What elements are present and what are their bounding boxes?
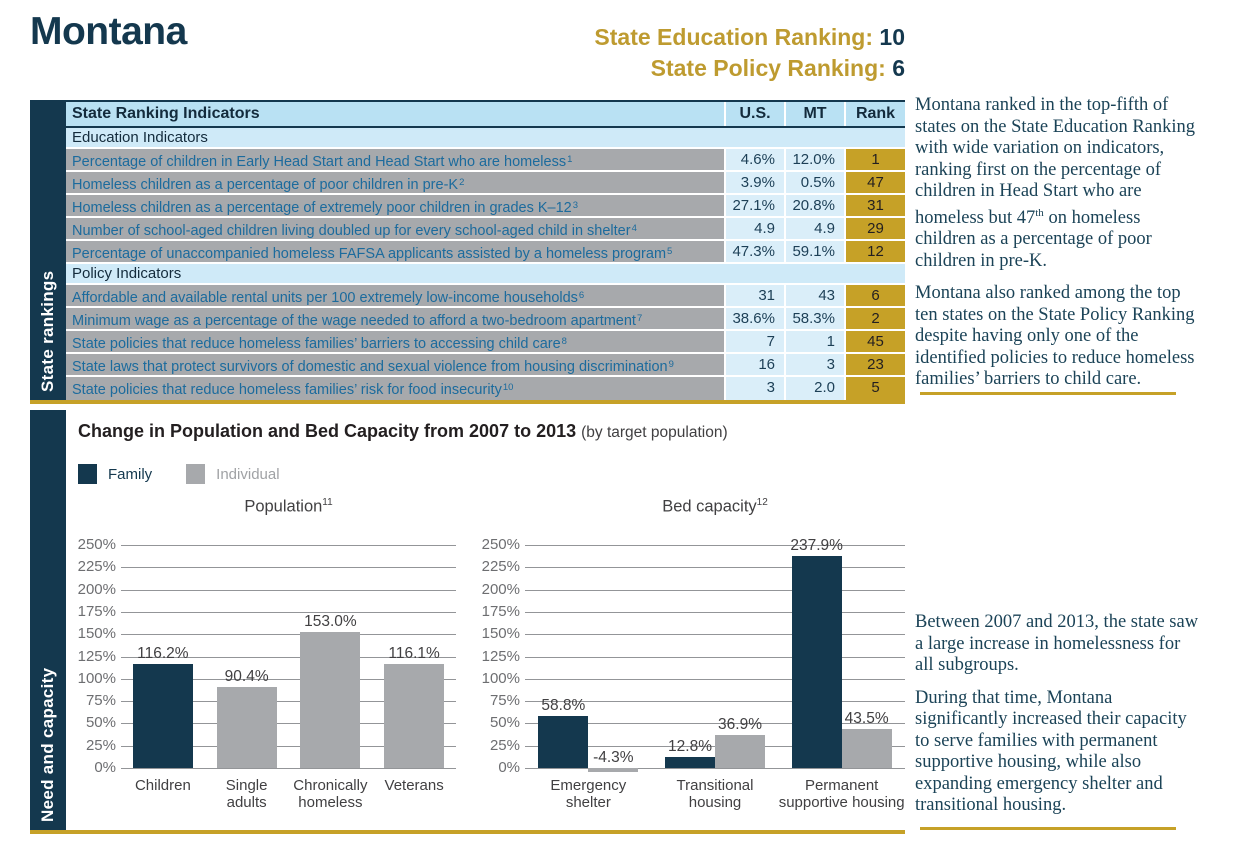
- policy-ranking-label: State Policy Ranking:: [650, 55, 886, 81]
- column-header-rank: Rank: [844, 102, 905, 126]
- category-label: Permanent supportive housing: [778, 777, 905, 811]
- bed-capacity-chart: [474, 497, 905, 817]
- mt-value: 2.0: [784, 377, 844, 400]
- note-gold-rule: [920, 392, 1176, 395]
- column-header-indicators: State Ranking Indicators: [72, 105, 260, 122]
- category-label: Veterans: [384, 777, 444, 794]
- category-label: Emergency shelter: [550, 777, 627, 811]
- y-axis-tick: 0%: [94, 759, 116, 776]
- y-axis-tick: 125%: [481, 647, 520, 665]
- gridline: [121, 567, 456, 568]
- population-chart: [70, 497, 456, 817]
- us-value: 47.3%: [724, 241, 784, 262]
- footnote-marker: 2: [459, 177, 465, 188]
- bar-individual-permanent-supportive-housing: [842, 729, 892, 768]
- rank-value: 23: [844, 354, 905, 375]
- mt-value: 59.1%: [784, 241, 844, 262]
- page-title: Montana: [30, 10, 187, 53]
- indicator-label: Affordable and available rental units per 100 extremely low-income households$^6$: [66, 285, 724, 306]
- indicator-label: State laws that protect survivors of domestic and sexual violence from housing discrimination$^9$: [66, 354, 724, 375]
- y-axis-tick: 0%: [498, 759, 520, 776]
- indicator-label: State policies that reduce homeless families’ risk for food insecurity$^{10}$: [66, 377, 724, 400]
- bar-individual-transitional-housing: [715, 735, 765, 768]
- family-legend-swatch: [78, 464, 97, 484]
- bar-individual-veterans: [384, 664, 444, 768]
- y-axis-tick: 125%: [77, 647, 116, 665]
- bed-capacity-chart-title: Bed capacity$^{12}$: [662, 497, 768, 516]
- us-value: 16: [724, 354, 784, 375]
- gridline: [525, 768, 905, 769]
- y-axis-tick: 75%: [489, 692, 520, 710]
- indicator-label: Minimum wage as a percentage of the wage needed to afford a two-bedroom apartment$^7$: [66, 308, 724, 329]
- education-ranking-line: [594, 22, 905, 53]
- y-axis-tick: 250%: [77, 536, 116, 553]
- indicator-label: Number of school-aged children living doubled up for every school-aged child in shelter$^4$: [66, 218, 724, 239]
- mt-value: 58.3%: [784, 308, 844, 329]
- y-axis-tick: 50%: [85, 714, 116, 732]
- table-row: [66, 195, 905, 218]
- state-rankings-header: [594, 22, 905, 84]
- capacity-note-paragraph: Between 2007 and 2013, the state saw a large increase in homelessness for all subgroups.: [915, 612, 1199, 675]
- rank-value: 1: [844, 149, 905, 170]
- bar-value-label: 43.5%: [844, 710, 889, 728]
- population-plot-area: [121, 545, 456, 768]
- y-axis-tick: 25%: [85, 736, 116, 754]
- us-value: 7: [724, 331, 784, 352]
- bar-family-permanent-supportive-housing: [792, 556, 842, 768]
- bed-capacity-plot-area: [525, 536, 905, 768]
- y-axis-tick: 100%: [481, 669, 520, 687]
- mt-value: 4.9: [784, 218, 844, 239]
- indicator-label: Homeless children as a percentage of extremely poor children in grades K–12$^3$: [66, 195, 724, 216]
- footnote-marker: 5: [667, 246, 673, 257]
- rankings-note-paragraph: Montana also ranked among the top ten states on the State Policy Ranking despite having only one of the identified policies to reduce homeless families’ barriers to child care.: [915, 283, 1195, 390]
- gridline: [525, 545, 905, 546]
- mt-value: 3: [784, 354, 844, 375]
- us-value: 4.9: [724, 218, 784, 239]
- mt-value: 0.5%: [784, 172, 844, 193]
- policy-ranking-line: [594, 53, 905, 84]
- gridline: [525, 679, 905, 680]
- y-axis-tick: 50%: [489, 714, 520, 732]
- table-gold-rule: [30, 400, 905, 404]
- bed-capacity-x-axis: [525, 777, 905, 817]
- footnote-marker: 7: [636, 313, 643, 324]
- y-axis-tick: 25%: [489, 736, 520, 754]
- gridline: [525, 590, 905, 591]
- table-row: [66, 149, 905, 172]
- indicator-label: Homeless children as a percentage of poor children in pre-K$^2$: [66, 172, 724, 193]
- bar-individual-emergency-shelter: [588, 768, 638, 772]
- bar-value-label: 237.9%: [790, 536, 843, 554]
- indicator-label: State policies that reduce homeless families’ barriers to accessing child care$^8$: [66, 331, 724, 352]
- bar-value-label: 58.8%: [541, 696, 586, 714]
- gridline: [121, 768, 456, 769]
- gridline: [525, 634, 905, 635]
- footnote-marker: 10: [502, 382, 514, 393]
- table-row: [66, 331, 905, 354]
- us-value: 3: [724, 377, 784, 400]
- category-label: Children: [134, 777, 191, 794]
- footnote-marker: 8: [561, 336, 567, 347]
- rank-value: 2: [844, 308, 905, 329]
- gridline: [525, 567, 905, 568]
- need-capacity-sidebar: [30, 410, 66, 830]
- y-axis-tick: 200%: [77, 580, 116, 598]
- population-chart-title: Population$^{11}$: [244, 497, 333, 516]
- rank-value: 31: [844, 195, 905, 216]
- education-indicators-subheader: [66, 128, 905, 149]
- bar-individual-single-adults: [217, 687, 277, 768]
- table-row: [66, 241, 905, 264]
- rank-value: 47: [844, 172, 905, 193]
- bar-value-label: -4.3%: [593, 749, 634, 766]
- table-row: [66, 285, 905, 308]
- bar-individual-chronically-homeless: [300, 632, 360, 768]
- education-ranking-label: State Education Ranking:: [594, 24, 874, 50]
- y-axis-tick: 225%: [77, 558, 116, 576]
- category-label: Transitional housing: [676, 777, 754, 811]
- footnote-marker: 4: [631, 223, 637, 234]
- capacity-note: [915, 612, 1200, 830]
- need-capacity-sidebar-label: Need and capacity: [38, 667, 57, 822]
- table-row: [66, 354, 905, 377]
- gridline: [525, 612, 905, 613]
- bar-family-emergency-shelter: [538, 716, 588, 768]
- table-row: [66, 377, 905, 400]
- bar-family-children: [133, 664, 193, 768]
- bar-value-label: 12.8%: [668, 737, 712, 755]
- footnote-marker: 9: [668, 359, 674, 370]
- mt-value: 1: [784, 331, 844, 352]
- y-axis-tick: 250%: [481, 536, 520, 553]
- footnote-marker: 3: [572, 200, 579, 211]
- table-row: [66, 308, 905, 331]
- footnote-marker: 6: [578, 290, 585, 301]
- gridline: [121, 634, 456, 635]
- rankings-note: [915, 95, 1200, 395]
- category-label: Chronically homeless: [293, 777, 368, 811]
- bar-value-label: 90.4%: [224, 668, 269, 686]
- y-axis-tick: 150%: [481, 625, 520, 643]
- gridline: [525, 657, 905, 658]
- education-ranking-value: 10: [879, 24, 905, 50]
- indicator-label: Percentage of children in Early Head Start and Head Start who are homeless$^1$: [66, 149, 724, 170]
- column-header-us: U.S.: [724, 102, 784, 126]
- charts-section-subtitle: (by target population): [581, 424, 728, 441]
- population-y-axis: [70, 536, 116, 776]
- us-value: 3.9%: [724, 172, 784, 193]
- gridline: [121, 612, 456, 613]
- y-axis-tick: 75%: [85, 692, 116, 710]
- bar-family-transitional-housing: [665, 757, 715, 768]
- rank-value: 12: [844, 241, 905, 262]
- us-value: 27.1%: [724, 195, 784, 216]
- gridline: [121, 545, 456, 546]
- policy-ranking-value: 6: [892, 55, 905, 81]
- family-legend-label: Family: [108, 465, 153, 483]
- us-value: 38.6%: [724, 308, 784, 329]
- chart-legend: [78, 464, 280, 484]
- subheader-label: Policy Indicators: [72, 265, 182, 282]
- rank-value: 45: [844, 331, 905, 352]
- bed-capacity-y-axis: [474, 536, 520, 776]
- charts-section-title: Change in Population and Bed Capacity from 2007 to 2013 (by target population): [78, 421, 728, 441]
- category-label: Single adults: [225, 777, 268, 811]
- bar-value-label: 116.2%: [137, 645, 189, 663]
- us-value: 31: [724, 285, 784, 306]
- population-x-axis: [121, 777, 456, 817]
- rank-value: 5: [844, 377, 905, 400]
- bar-value-label: 116.1%: [388, 645, 440, 663]
- indicator-label: Percentage of unaccompanied homeless FAFSA applicants assisted by a homeless program$^5$: [66, 241, 724, 262]
- rankings-note-paragraph: Montana ranked in the top-fifth of states on the State Education Ranking with wide variation on indicators, ranking first on the percentage of children in Head Start who are homeless but 47th on homeless children as a percentage of poor children in pre-K.: [915, 95, 1196, 271]
- mt-value: 12.0%: [784, 149, 844, 170]
- footnote-marker: 1: [567, 154, 573, 165]
- table-header-row: [66, 100, 905, 128]
- rank-value: 6: [844, 285, 905, 306]
- y-axis-tick: 100%: [77, 669, 116, 687]
- individual-legend-label: Individual: [216, 465, 280, 483]
- individual-legend-swatch: [186, 464, 205, 484]
- table-row: [66, 172, 905, 195]
- y-axis-tick: 225%: [481, 558, 520, 576]
- mt-value: 20.8%: [784, 195, 844, 216]
- column-header-mt: MT: [784, 102, 844, 126]
- capacity-note-paragraph: During that time, Montana significantly increased their capacity to serve families with permanent supportive housing, while also expanding emergency shelter and transitional housing.: [915, 687, 1187, 815]
- policy-indicators-subheader: [66, 264, 905, 285]
- bar-value-label: 36.9%: [718, 716, 762, 734]
- table-row: [66, 218, 905, 241]
- rank-value: 29: [844, 218, 905, 239]
- y-axis-tick: 175%: [77, 602, 116, 620]
- subheader-label: Education Indicators: [72, 129, 208, 146]
- gridline: [121, 590, 456, 591]
- mt-value: 43: [784, 285, 844, 306]
- bar-value-label: 153.0%: [304, 612, 357, 630]
- state-rankings-sidebar: [30, 100, 66, 400]
- y-axis-tick: 200%: [481, 580, 520, 598]
- us-value: 4.6%: [724, 149, 784, 170]
- y-axis-tick: 150%: [77, 625, 116, 643]
- state-rankings-sidebar-label: State rankings: [38, 270, 57, 392]
- state-ranking-table: [66, 100, 905, 400]
- y-axis-tick: 175%: [481, 602, 520, 620]
- note-gold-rule: [920, 827, 1176, 830]
- charts-gold-rule: [30, 830, 905, 834]
